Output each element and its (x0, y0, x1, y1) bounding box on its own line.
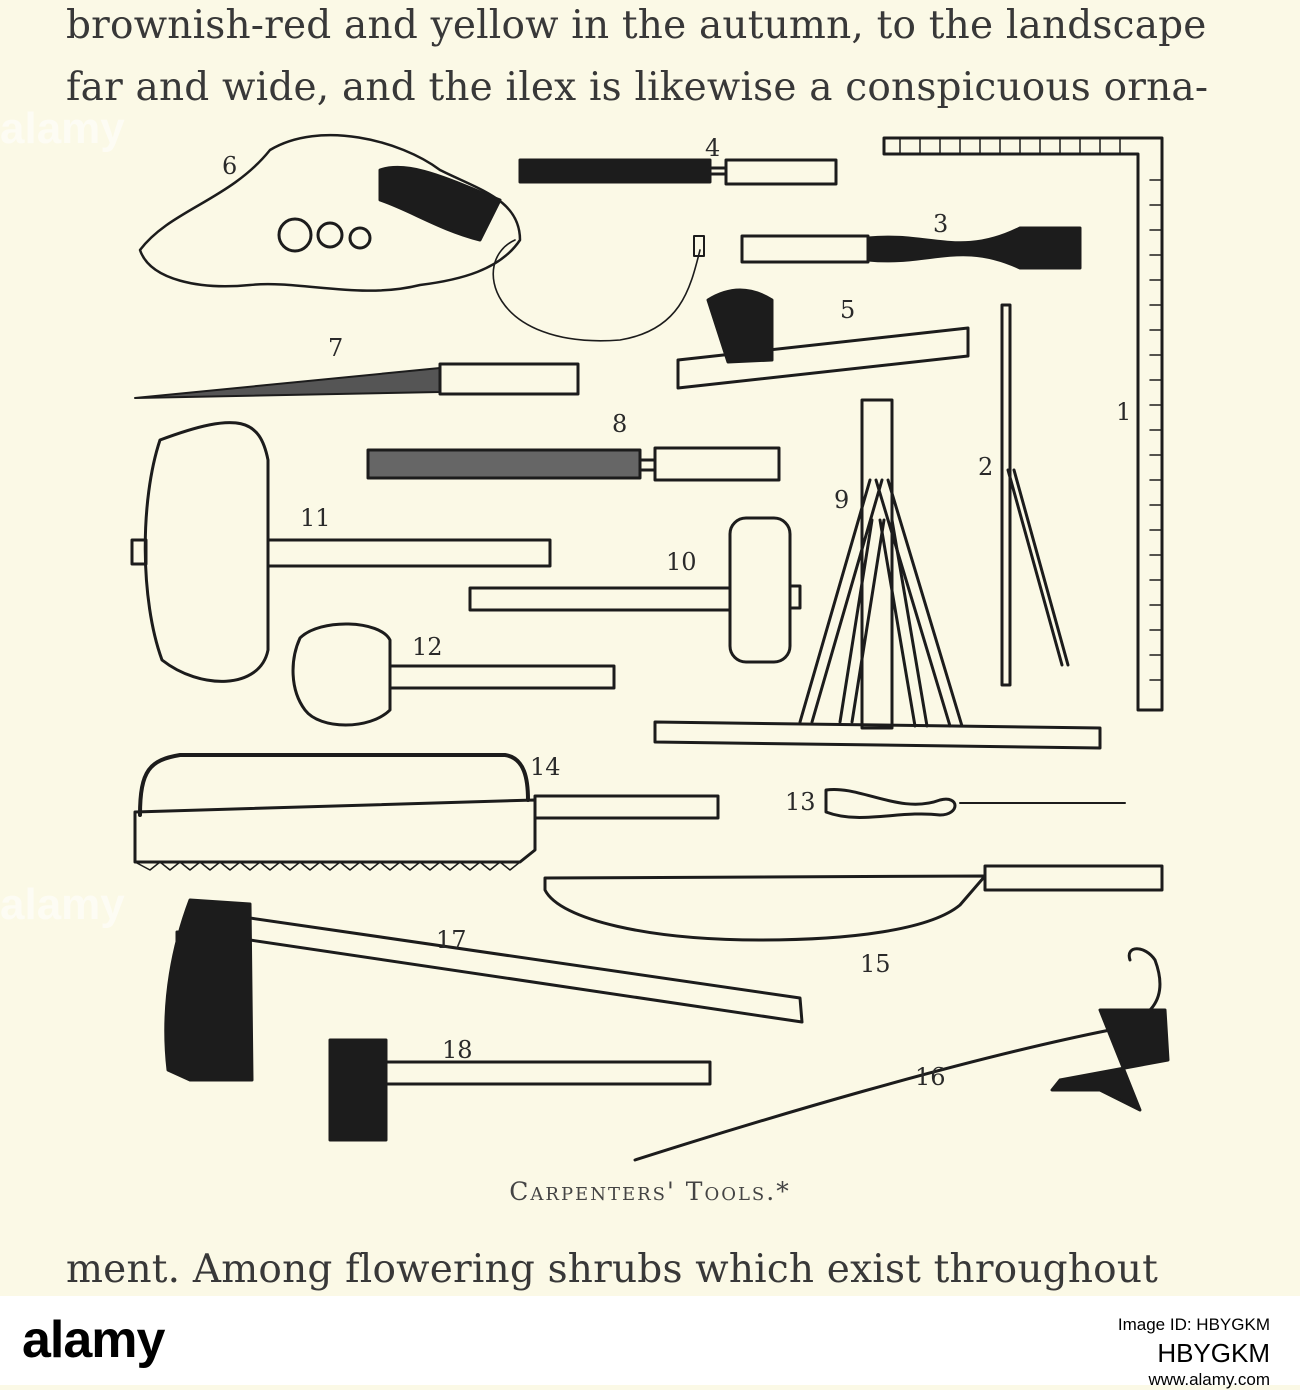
alamy-logo: alamy (22, 1311, 165, 1369)
tool-2-gauge (1002, 305, 1068, 685)
tool-12-round-mallet (293, 624, 614, 725)
tool-8-file (368, 448, 779, 480)
tool-3-chisel (742, 228, 1080, 268)
watermark-left-bottom: alamy (0, 880, 125, 929)
tool-label-11: 11 (300, 504, 331, 532)
tool-label-15: 15 (860, 950, 891, 978)
tool-7-rasp (135, 364, 578, 398)
tool-16-adze (635, 949, 1168, 1160)
tool-label-9: 9 (834, 486, 850, 514)
tool-17-axe (166, 900, 802, 1080)
body-text-line-1: brownish-red and yellow in the autumn, to the landscape (66, 3, 1207, 48)
tool-label-3: 3 (933, 210, 949, 238)
watermark-left-top: alamy (0, 104, 125, 153)
tool-label-4: 4 (705, 134, 721, 162)
tool-label-13: 13 (785, 788, 816, 816)
tool-label-16: 16 (915, 1063, 946, 1091)
figure-caption: Carpenters' Tools.* (509, 1177, 791, 1206)
image-id-caption: Image ID: HBYGKM (1117, 1315, 1270, 1334)
tool-label-17: 17 (436, 926, 467, 954)
tool-label-14: 14 (530, 753, 561, 781)
tool-label-18: 18 (442, 1036, 473, 1064)
body-text-line-2: far and wide, and the ilex is likewise a conspicuous orna- (66, 65, 1209, 110)
body-text-line-3: ment. Among flowering shrubs which exist throughout (66, 1247, 1159, 1292)
tool-18-hammer (330, 1040, 710, 1140)
tool-label-5: 5 (840, 296, 856, 324)
tool-15-pull-saw (545, 866, 1162, 940)
tool-4-gouge (520, 160, 836, 184)
footer-bar (0, 1296, 1300, 1389)
tool-label-12: 12 (412, 633, 443, 661)
tool-14-frame-saw (135, 755, 718, 870)
tool-5-plane (678, 290, 968, 388)
tool-label-7: 7 (328, 334, 344, 362)
tool-label-10: 10 (666, 548, 697, 576)
tool-label-2: 2 (978, 453, 994, 481)
tool-label-1: 1 (1116, 398, 1132, 426)
image-id-block (1118, 1314, 1270, 1390)
tool-9-stand (655, 400, 1100, 748)
tool-label-6: 6 (222, 152, 238, 180)
tool-13-awl (826, 789, 1125, 817)
image-id-code: HBYGKM (1157, 1338, 1270, 1368)
tool-label-8: 8 (612, 410, 628, 438)
site-url: www.alamy.com (1148, 1370, 1270, 1389)
